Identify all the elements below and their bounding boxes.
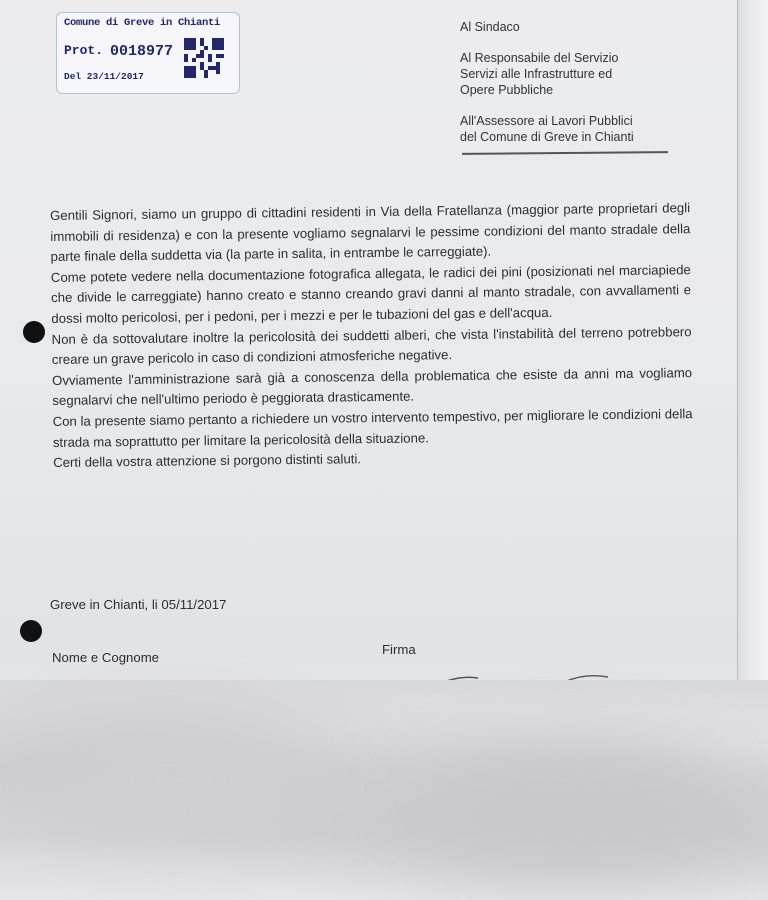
protocol-stamp [56, 12, 240, 94]
paragraph-3: Non è da sottovalutare inoltre la pericolosità dei suddetti alberi, che vista l'instabilità del terreno potrebbero creare un grave pericolo in caso di condizioni atmosferiche negative. [51, 323, 692, 368]
page-edge [737, 0, 768, 690]
letter-body [50, 198, 693, 474]
stamp-prot-label: Prot. [64, 43, 104, 58]
addressee-service-2: Servizi alle Infrastrutture ed [460, 67, 613, 81]
paragraph-5: Con la presente siamo pertanto a richiedere un vostro intervento tempestivo, per migliorare le condizioni della strada ma soprattutto per limitare la pericolosità della situazione. [52, 406, 693, 450]
stamp-number: 0018977 [110, 43, 174, 60]
addressee-service-1: Al Responsabile del Servizio [460, 51, 619, 65]
addressee-service-3: Opere Pubbliche [460, 83, 554, 97]
addressee-mayor: Al Sindaco [460, 20, 520, 34]
place-date: Greve in Chianti, li 05/11/2017 [50, 597, 227, 612]
punch-hole-top [23, 321, 45, 343]
paragraph-4: Ovviamente l'amministrazione sarà già a conoscenza della problematica che esiste da anni ma vogliamo segnalarvi che nell'ultimo periodo è peggiorata drasticamente. [52, 364, 693, 409]
addressee-councillor-1: All'Assessore ai Lavori Pubblici [460, 114, 633, 128]
name-label: Nome e Cognome [52, 650, 160, 665]
paragraph-2: Come potete vedere nella documentazione fotografica allegata, le radici dei pini (posizionati nel marciapiede che divide le carreggiate) hanno creato e stanno creando gravi danni al manto stradale, con avvallamenti e dossi molto pericolosi, per i pedoni, per i mezzi e per le tubazioni del gas e dell'acqua. [50, 261, 692, 326]
signature-label: Firma [382, 642, 416, 657]
stamp-office: Comune di Greve in Chianti [64, 17, 221, 29]
addressee-councillor-2: del Comune di Greve in Chianti [460, 130, 634, 144]
blurred-signatures-area [0, 680, 768, 900]
qr-code-icon [184, 38, 224, 78]
addressee-rule [462, 151, 668, 154]
stamp-date: Del 23/11/2017 [64, 71, 144, 82]
paragraph-1: Gentili Signori, siamo un gruppo di cittadini residenti in Via della Fratellanza (maggior parte proprietari degli immobili di residenza) e con la presente vogliamo segnalarvi le pessime condizioni del manto stradale della parte finale della suddetta via (la parte in salita, in entrambe le carreggiate). [50, 200, 691, 265]
punch-hole-bottom [20, 620, 42, 642]
paragraph-6: Certi della vostra attenzione si porgono distinti saluti. [53, 451, 362, 471]
